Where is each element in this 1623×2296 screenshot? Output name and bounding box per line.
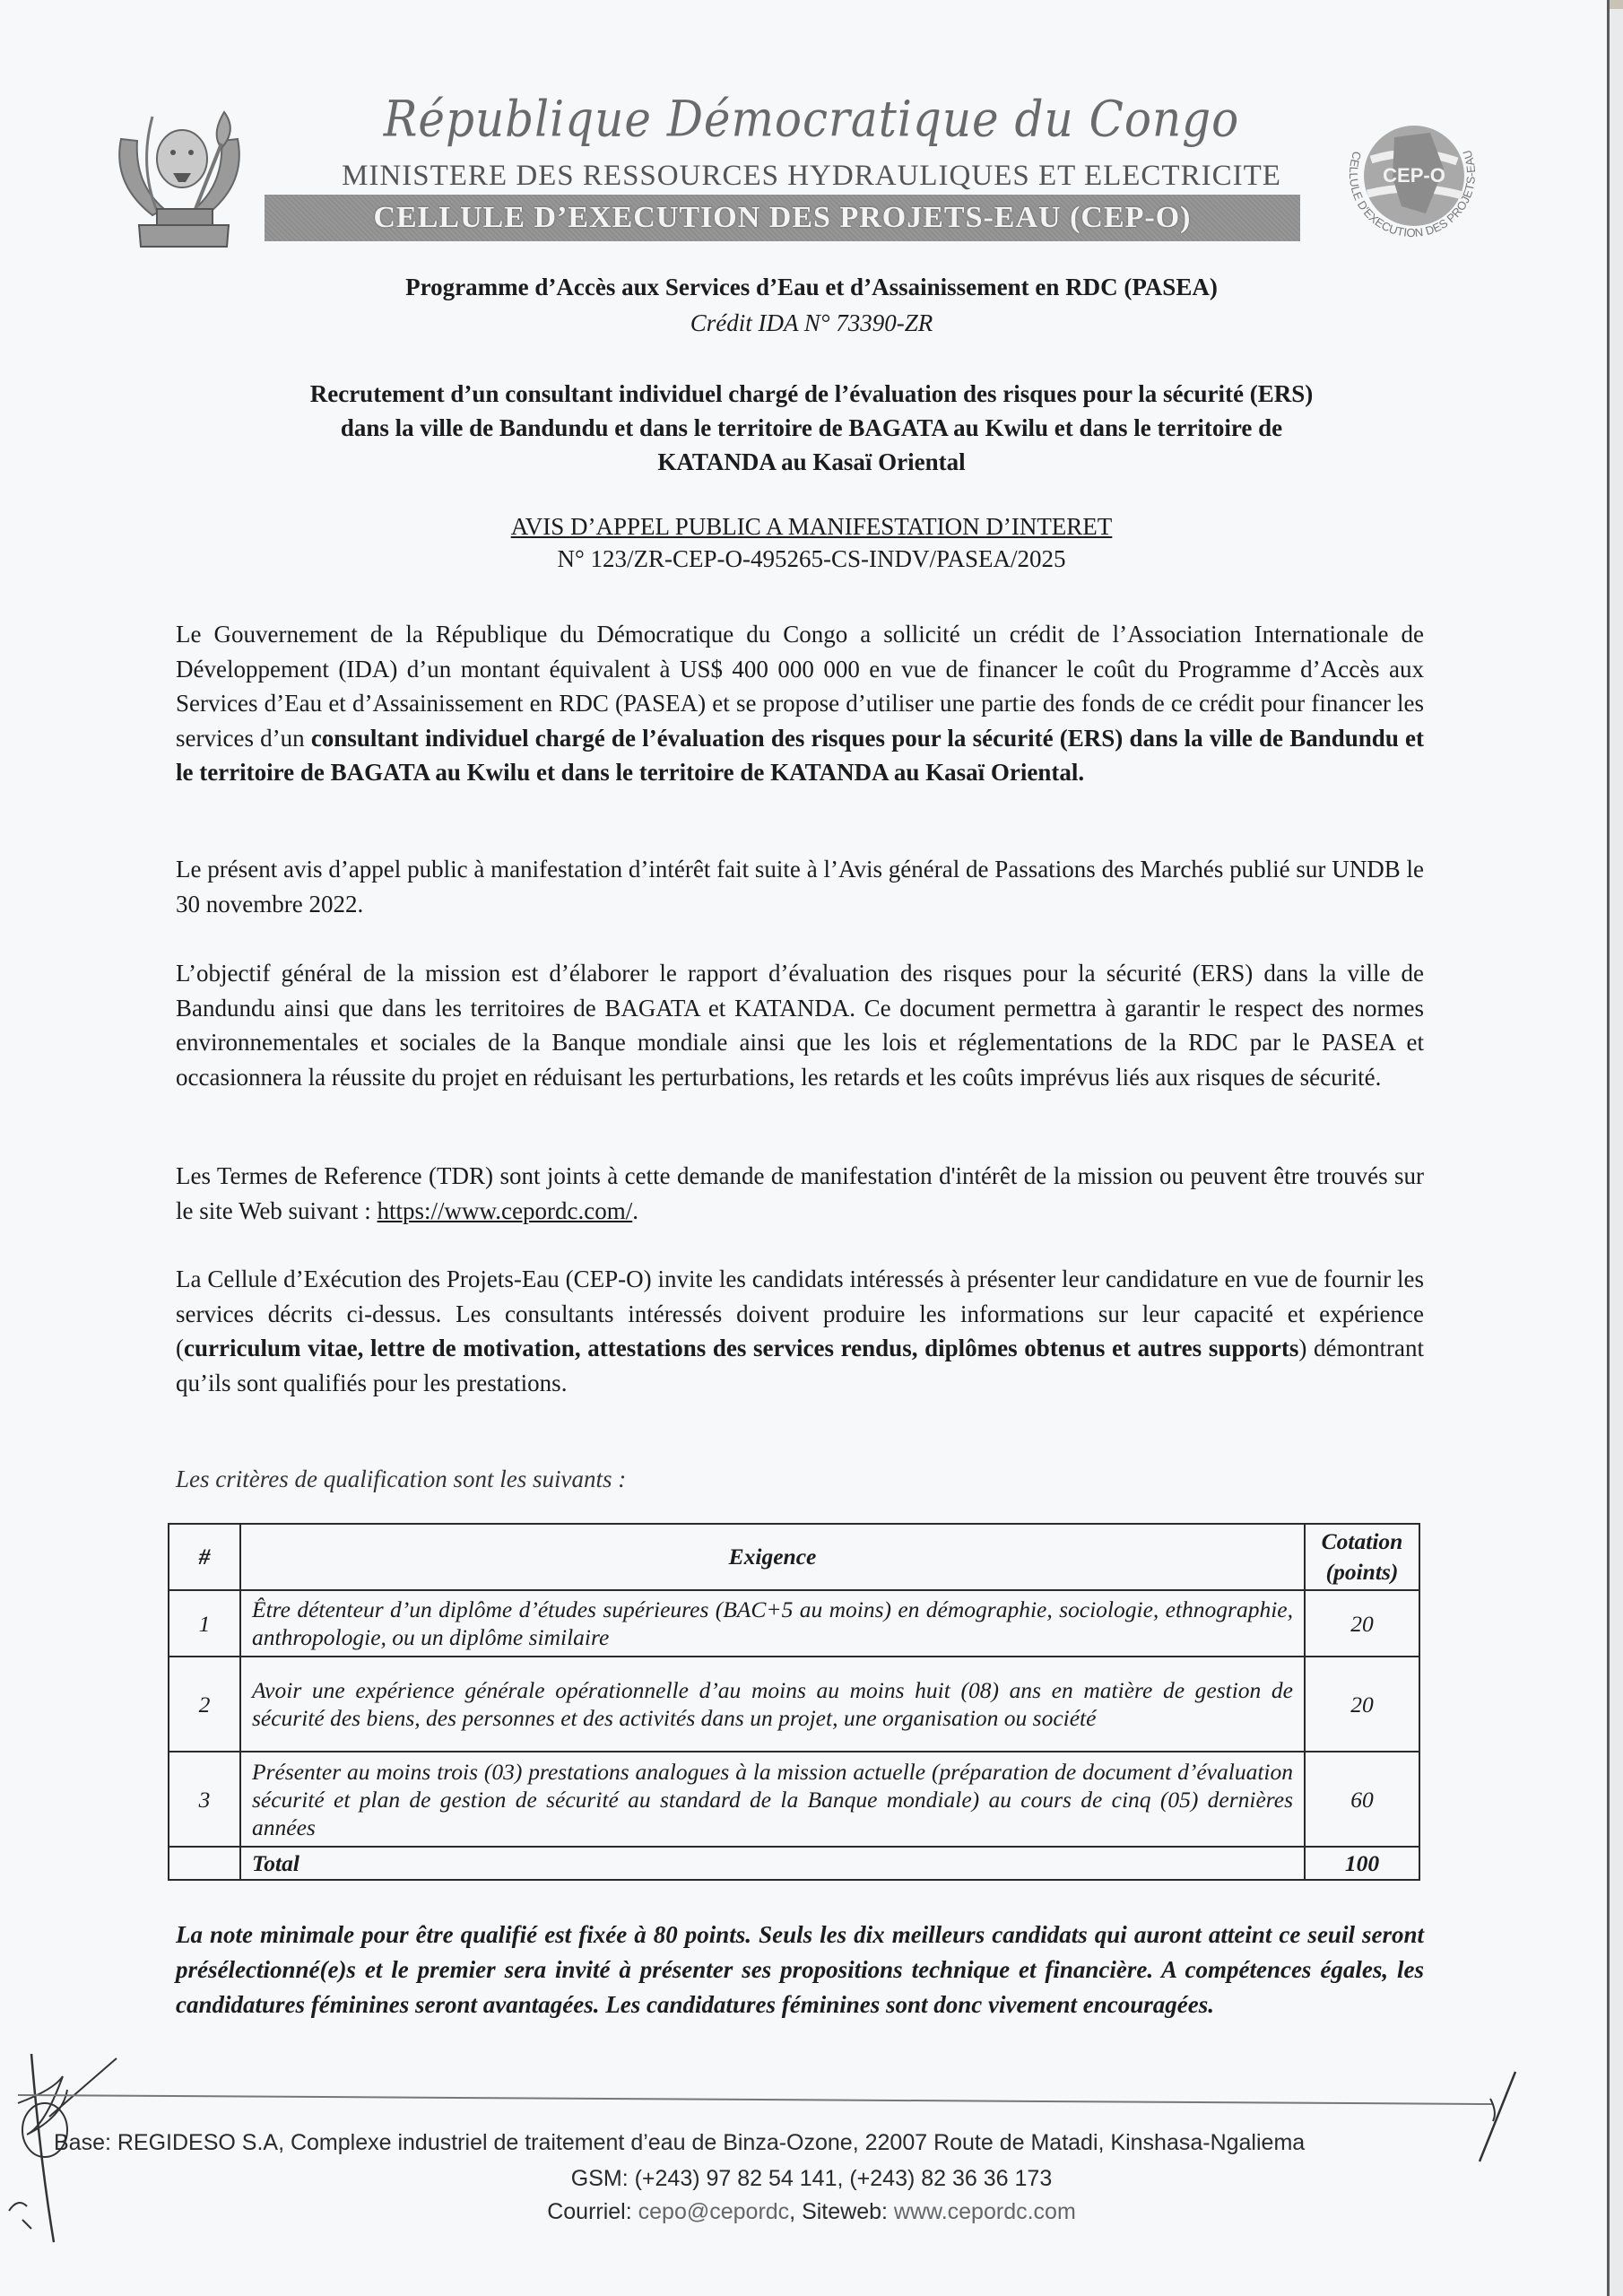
table-header-row [169, 1524, 1419, 1590]
programme-title: Programme d’Accès aux Services d’Eau et d’Assainissement en RDC (PASEA) [405, 274, 1218, 300]
letterhead-ministry: MINISTERE DES RESSOURCES HYDRAULIQUES ET ELECTRICITE [342, 160, 1281, 192]
notice-number: N° 123/ZR-CEP-O-495265-CS-INDV/PASEA/2025 [557, 545, 1066, 572]
footer-divider [18, 2094, 1493, 2105]
footer-contact: Courriel: cepo@cepordc, Siteweb: www.cepordc.com [547, 2199, 1076, 2224]
footer-phone: GSM: (+243) 97 82 54 141, (+243) 82 36 36 173 [570, 2166, 1053, 2191]
initial-mark-icon [1471, 2067, 1524, 2166]
header-points: Cotation (points) [1305, 1524, 1419, 1590]
paragraph-tor: Les Termes de Reference (TDR) sont joints à cette demande de manifestation d'intérêt de la mission ou peuvent être trouvés sur le site Web suivant : https://www.cepordc.com/. [176, 1162, 1424, 1224]
paragraph-objective: L’objectif général de la mission est d’élaborer le rapport d’évaluation des risques pour la sécurité (ERS) dans la ville de Bandundu ainsi que dans les territoires de BAGATA et KATANDA. Ce document permettra à garantir le respect des normes environnementales et sociales de la Banque mondiale ainsi que les lois et réglementations de la RDC par le PASEA et occasionnera la réussite du projet en réduisant les perturbations, les retards et les coûts imprévus liés aux risques de sécurité. [176, 960, 1424, 1091]
cep-o-logo-icon [1332, 97, 1493, 258]
recruitment-title: Recrutement d’un consultant individuel chargé de l’évaluation des risques pour la sécurité (ERS) dans la ville de Bandundu et dans le territoire de BAGATA au Kwilu et dans le territoire de KATANDA au Kasaï Oriental [309, 380, 1314, 475]
header-requirement: Exigence [240, 1524, 1305, 1590]
paragraph-invitation: La Cellule d’Exécution des Projets-Eau (CEP-O) invite les candidats intéressés à présenter leur candidature en vue de fournir les services décrits ci-dessus. Les consultants intéressés doivent produire les informations sur leur capacité et expérience (curriculum vitae, lettre de motivation, attestations des services rendus, diplômes obtenus et autres supports) démontrant qu’ils sont qualifiés pour les prestations. [176, 1265, 1424, 1396]
table-row: 3 Présenter au moins trois (03) prestations analogues à la mission actuelle (préparation de document d’évaluation sécurité et plan de gestion de sécurité au standard de la Banque mondiale) au cours de cinq (05) dernières années 60 [169, 1752, 1419, 1847]
criteria-intro: Les critères de qualification sont les suivants : [176, 1465, 627, 1492]
letterhead-republic: République Démocratique du Congo [383, 91, 1240, 148]
svg-text:CELLULE D'EXECUTION DES PROJET: CELLULE D'EXECUTION DES PROJETS-EAU [1346, 148, 1479, 240]
footer-address: Base: REGIDESO S.A, Complexe industriel de traitement d’eau de Binza-Ozone, 22007 Route de Matadi, Kinshasa-Ngaliema [54, 2130, 1306, 2155]
banner-text: CELLULE D’EXECUTION DES PROJETS-EAU (CEP-O) [373, 201, 1192, 234]
footer-website[interactable]: www.cepordc.com [893, 2199, 1076, 2224]
website-link[interactable]: https://www.cepordc.com/ [377, 1196, 633, 1224]
paragraph-financing: Le Gouvernement de la République du Démocratique du Congo a sollicité un crédit de l’Association Internationale de Développement (IDA) d’un montant équivalent à US$ 400 000 000 en vue de financer le coût du Programme d’Accès aux Services d’Eau et d’Assainissement en RDC (PASEA) et se propose d’utiliser une partie des fonds de ce crédit pour financer les services d’un consultant individuel chargé de l’évaluation des risques pour la sécurité (ERS) dans la ville de Bandundu et le territoire de BAGATA au Kwilu et dans le territoire de KATANDA au Kasaï Oriental. [176, 621, 1424, 786]
credit-number: Crédit IDA N° 73390-ZR [690, 309, 933, 336]
table-total-row: Total 100 [169, 1847, 1419, 1880]
table-row: 2 Avoir une expérience générale opérationnelle d’au moins au moins huit (08) ans en matière de gestion de sécurité des biens, des personnes et des activités dans un projet, une organisation ou société 20 [169, 1657, 1419, 1752]
svg-text:CEP-O: CEP-O [1383, 164, 1445, 187]
paragraph-general-notice: Le présent avis d’appel public à manifestation d’intérêt fait suite à l’Avis général de Passations des Marchés publié sur UNDB le 30 novembre 2022. [176, 856, 1424, 918]
header-num: # [169, 1524, 240, 1590]
criteria-table [168, 1523, 1420, 1881]
letterhead-banner [265, 195, 1300, 241]
footer-email[interactable]: cepo@cepordc [638, 2199, 790, 2224]
qualification-note: La note minimale pour être qualifié est fixée à 80 points. Seuls les dix meilleurs candidats qui auront atteint ce seuil seront présélectionné(e)s et le premier sera invité à présenter ses propositions technique et financière. A compétences égales, les candidatures féminines seront avantagées. Les candidatures féminines sont donc vivement encouragées. [176, 1921, 1424, 2018]
notice-title: AVIS D’APPEL PUBLIC A MANIFESTATION D’INTERET [510, 513, 1113, 540]
table-row: 1 Être détenteur d’un diplôme d’études supérieures (BAC+5 au moins) en démographie, sociologie, ethnographie, anthropologie, ou un diplôme similaire 20 [169, 1590, 1419, 1657]
